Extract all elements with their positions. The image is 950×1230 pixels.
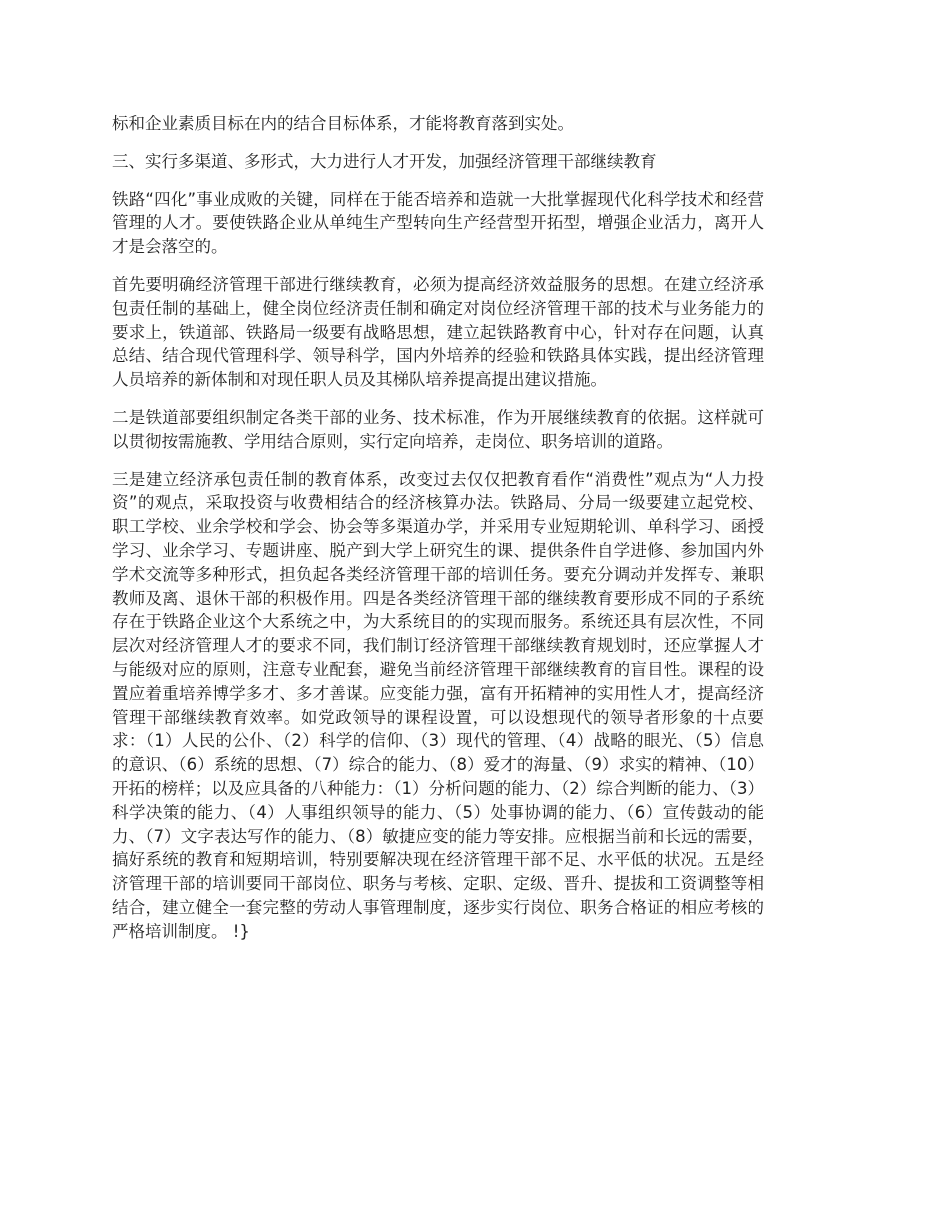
document-page <box>112 112 764 958</box>
section-heading-three: 三、实行多渠道、多形式，大力进行人才开发，加强经济管理干部继续教育 <box>112 151 657 171</box>
paragraph-goal-system: 标和企业素质目标在内的结合目标体系，才能将教育落到实处。 <box>112 114 574 133</box>
paragraph-second-point: 二是铁道部要组织制定各类干部的业务、技术标准，作为开展继续教育的依据。这样就可以贯彻按需施教、学用结合原则，实行定向培养，走岗位、职务培训的道路。 <box>112 407 764 451</box>
paragraph-talent-key: 铁路“四化”事业成败的关键，同样在于能否培养和造就一大批掌握现代化科学技术和经营管理的人才。要使铁路企业从单纯生产型转向生产经营型开拓型，增强企业活力，离开人才是会落空的。 <box>112 189 764 257</box>
paragraph-third-point: 三是建立经济承包责任制的教育体系，改变过去仅仅把教育看作“消费性”观点为“人力投资”的观点，采取投资与收费相结合的经济核算办法。铁路局、分局一级要建立起党校、职工学校、业余学校和学会、协会等多渠道办学，并采用专业短期轮训、单科学习、函授学习、业余学习、专题讲座、脱产到大学上研究生的课、提供条件自学进修、参加国内外学术交流等多种形式，担负起各类经济管理干部的培训任务。要充分调动并发挥专、兼职教师及离、退休干部的积极作用。四是各类经济管理干部的继续教育要形成不同的子系统存在于铁路企业这个大系统之中，为大系统目的的实现而服务。系统还具有层次性，不同层次对经济管理人才的要求不同，我们制订经济管理干部继续教育规划时，还应掌握人才与能级对应的原则，注意专业配套，避免当前经济管理干部继续教育的盲目性。课程的设置应着重培养博学多才、多才善谋。应变能力强，富有开拓精神的实用性人才，提高经济管理干部继续教育效率。如党政领导的课程设置，可以设想现代的领导者形象的十点要求：（1）人民的公仆、（2）科学的信仰、（3）现代的管理、（4）战略的眼光、（5）信息的意识、（6）系统的思想、（7）综合的能力、（8）爱才的海量、（9）求实的精神、（10）开拓的榜样；以及应具备的八种能力：（1）分析问题的能力、（2）综合判断的能力、（3）科学决策的能力、（4）人事组织领导的能力、（5）处事协调的能力、（6）宣传鼓动的能力、（7）文字表达写作的能力、（8）敏捷应变的能力等安排。应根据当前和长远的需要，搞好系统的教育和短期培训，特别要解决现在经济管理干部不足、水平低的状况。五是经济管理干部的培训要同干部岗位、职务与考核、定职、定级、晋升、提拔和工资调整等相结合，建立健全一套完整的劳动人事管理制度，逐步实行岗位、职务合格证的相应考核的严格培训制度。 !} <box>112 469 764 941</box>
paragraph-first-point: 首先要明确经济管理干部进行继续教育，必须为提高经济效益服务的思想。在建立经济承包责任制的基础上，健全岗位经济责任制和确定对岗位经济管理干部的技术与业务能力的要求上，铁道部、铁路局一级要有战略思想，建立起铁路教育中心，针对存在问题，认真总结、结合现代管理科学、领导科学，国内外培养的经验和铁路具体实践，提出经济管理人员培养的新体制和对现任职人员及其梯队培养提高提出建议措施。 <box>112 274 764 390</box>
